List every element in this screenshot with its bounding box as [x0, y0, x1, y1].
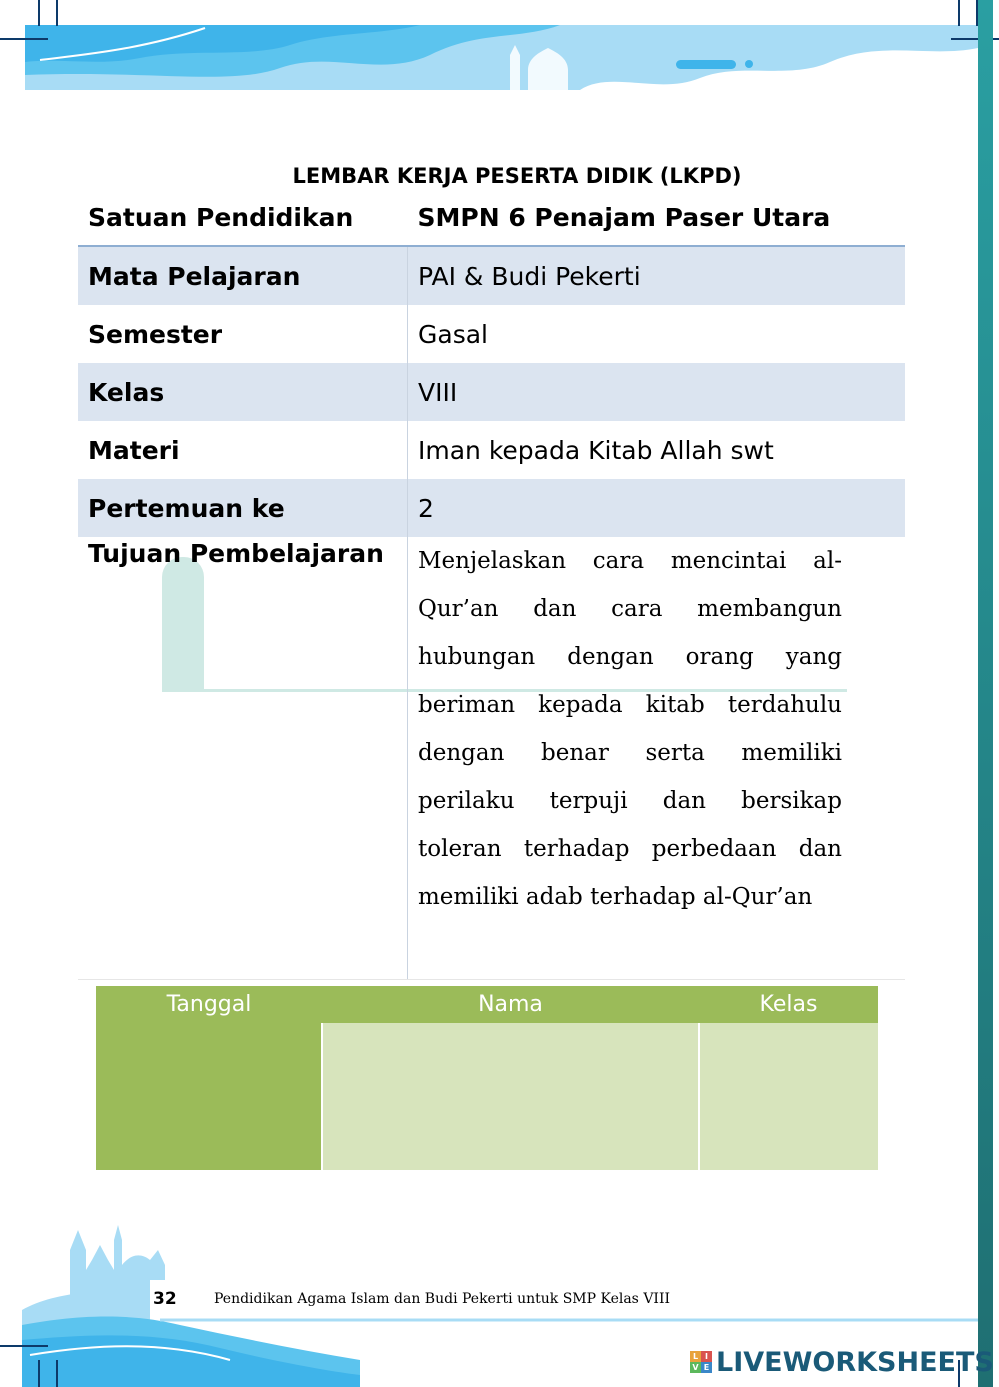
info-row-subject — [78, 246, 905, 305]
header-class: Kelas — [699, 986, 878, 1023]
class-input-cell[interactable] — [699, 1023, 878, 1170]
student-name-table — [96, 986, 878, 1170]
learning-goal-text: Menjelaskan cara mencintai al-Qur’an dan cara membangun hubungan dengan orang yang beriman kepada kitab terdahulu dengan benar serta memiliki perilaku terpuji dan bersikap toleran terhadap perbedaan dan memiliki adab terhadap al-Qur’an — [418, 548, 842, 910]
info-label: Mata Pelajaran — [78, 246, 408, 305]
info-row-semester — [78, 305, 905, 363]
info-label: Materi — [88, 435, 180, 465]
badge-letter: E — [701, 1362, 712, 1373]
liveworksheets-badge-icon — [690, 1351, 712, 1373]
info-label: Tujuan Pembelajaran — [78, 537, 408, 980]
badge-letter: I — [701, 1351, 712, 1362]
info-row-meeting — [78, 479, 905, 537]
info-value: Iman kepada Kitab Allah swt — [408, 421, 906, 479]
page-number: 32 — [153, 1289, 177, 1309]
date-input-cell[interactable] — [96, 1023, 322, 1170]
header-name: Nama — [322, 986, 699, 1023]
name-input-cell[interactable] — [322, 1023, 699, 1170]
liveworksheets-logo — [690, 1346, 994, 1378]
header-wave-decoration — [0, 0, 999, 100]
info-label: Kelas — [78, 363, 408, 421]
document-title: LEMBAR KERJA PESERTA DIDIK (LKPD) — [292, 164, 742, 188]
info-value: Gasal — [408, 305, 906, 363]
info-value: SMPN 6 Penajam Paser Utara — [408, 190, 906, 246]
name-table-header — [96, 986, 878, 1023]
badge-letter: L — [690, 1351, 701, 1362]
info-label: Pertemuan ke — [78, 479, 408, 537]
liveworksheets-wordmark: LIVEWORKSHEETS — [716, 1346, 994, 1378]
info-row-material — [78, 421, 905, 479]
header-date: Tanggal — [96, 986, 322, 1023]
info-row-goal — [78, 537, 905, 980]
info-row-class — [78, 363, 905, 421]
info-row-school — [78, 190, 905, 246]
info-table — [78, 190, 905, 980]
name-table-input-row — [96, 1023, 878, 1170]
badge-letter: V — [690, 1362, 701, 1373]
info-label: Satuan Pendidikan — [78, 190, 408, 246]
info-value: 2 — [408, 479, 906, 537]
footer-book-title: Pendidikan Agama Islam dan Budi Pekerti untuk SMP Kelas VIII — [214, 1291, 671, 1307]
info-value: PAI & Budi Pekerti — [408, 246, 906, 305]
right-edge-bar — [978, 0, 993, 1387]
info-value-cell — [408, 537, 906, 980]
info-value: VIII — [408, 363, 906, 421]
info-label: Semester — [88, 319, 223, 349]
